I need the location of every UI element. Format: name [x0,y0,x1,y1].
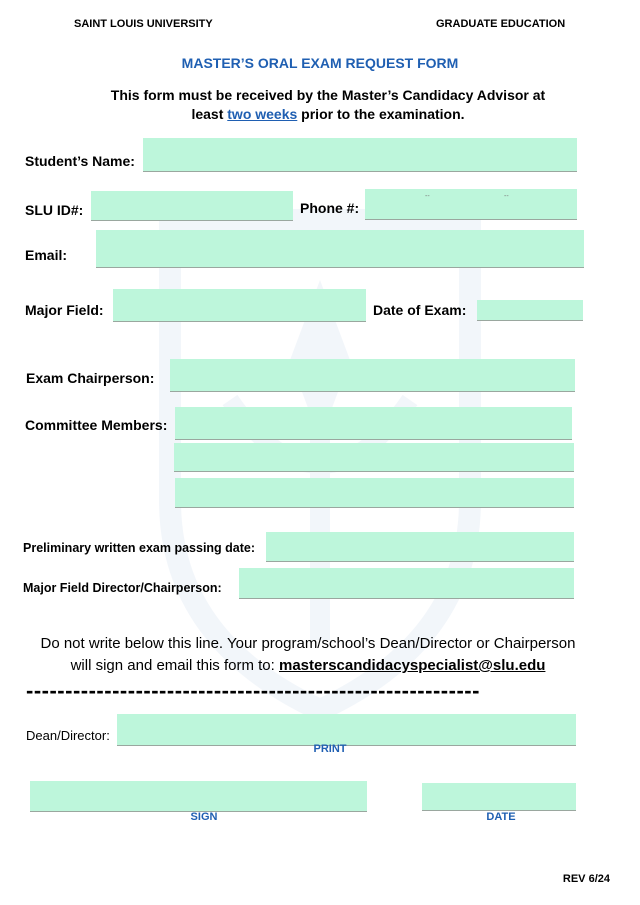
exam-chairperson-field[interactable] [170,359,575,392]
exam-chairperson-input[interactable] [170,359,575,391]
sign-date-input[interactable] [422,783,576,810]
specialist-email[interactable]: masterscandidacyspecialist@slu.edu [279,657,546,674]
phone-separator-1: -- [425,193,430,200]
slu-id-field[interactable] [91,191,293,221]
sign-date-field[interactable] [422,783,576,811]
phone-separator-2: -- [504,193,509,200]
signature-input[interactable] [30,781,367,811]
slu-id-label: SLU ID#: [25,202,84,218]
committee-member-3-field[interactable] [175,478,574,508]
prelim-date-field[interactable] [266,532,574,562]
student-name-input[interactable] [143,138,577,171]
date-of-exam-label: Date of Exam: [373,302,467,318]
major-field-label: Major Field: [25,302,104,318]
email-label: Email: [25,247,68,263]
prelim-date-input[interactable] [266,532,574,561]
major-field-field[interactable] [113,289,366,322]
committee-member-2-field[interactable] [174,443,574,472]
university-name: SAINT LOUIS UNIVERSITY [74,18,213,30]
email-field[interactable] [96,230,584,268]
sign-caption: SIGN [190,811,218,823]
date-of-exam-input[interactable] [477,300,583,320]
dean-director-print-field[interactable] [117,714,576,746]
field-director-input[interactable] [239,568,574,598]
prelim-date-label: Preliminary written exam passing date: [23,541,256,555]
phone-label: Phone #: [300,200,360,216]
note-line-1: Do not write below this line. Your program/school’s Dean/Director or Chairperson [40,635,576,652]
department-name: GRADUATE EDUCATION [436,18,566,30]
date-of-exam-field[interactable] [477,300,583,321]
intro-line-2-pre: least [191,106,228,122]
intro-line-1: This form must be received by the Master’s Candidacy Advisor at [110,87,546,103]
phone-field[interactable] [365,189,577,220]
note-line-2 [0,655,616,677]
student-name-field[interactable] [143,138,577,172]
dean-director-label: Dean/Director: [26,728,110,743]
form-title: MASTER’S ORAL EXAM REQUEST FORM [181,55,459,71]
date-caption: DATE [486,811,516,823]
cut-line-divider: ---------------------------------------------------------- [26,678,480,703]
intro-line-2 [0,106,640,122]
field-director-field[interactable] [239,568,574,599]
committee-member-2-input[interactable] [174,443,574,471]
committee-member-1-field[interactable] [175,407,572,440]
major-field-input[interactable] [113,289,366,321]
student-name-label: Student’s Name: [25,153,135,169]
revision-label: REV 6/24 [562,873,610,885]
dean-director-print-input[interactable] [117,714,576,745]
exam-chairperson-label: Exam Chairperson: [26,370,155,386]
email-input[interactable] [96,230,584,267]
slu-id-input[interactable] [91,191,293,220]
note-line-2-pre: will sign and email this form to: [70,657,279,674]
two-weeks-link[interactable]: two weeks [227,106,298,122]
intro-line-2-post: prior to the examination. [297,106,465,122]
print-caption: PRINT [313,743,347,755]
committee-members-label: Committee Members: [25,417,168,433]
field-director-label: Major Field Director/Chairperson: [23,581,222,595]
committee-member-1-input[interactable] [175,407,572,439]
committee-member-3-input[interactable] [175,478,574,507]
signature-field[interactable] [30,781,367,812]
